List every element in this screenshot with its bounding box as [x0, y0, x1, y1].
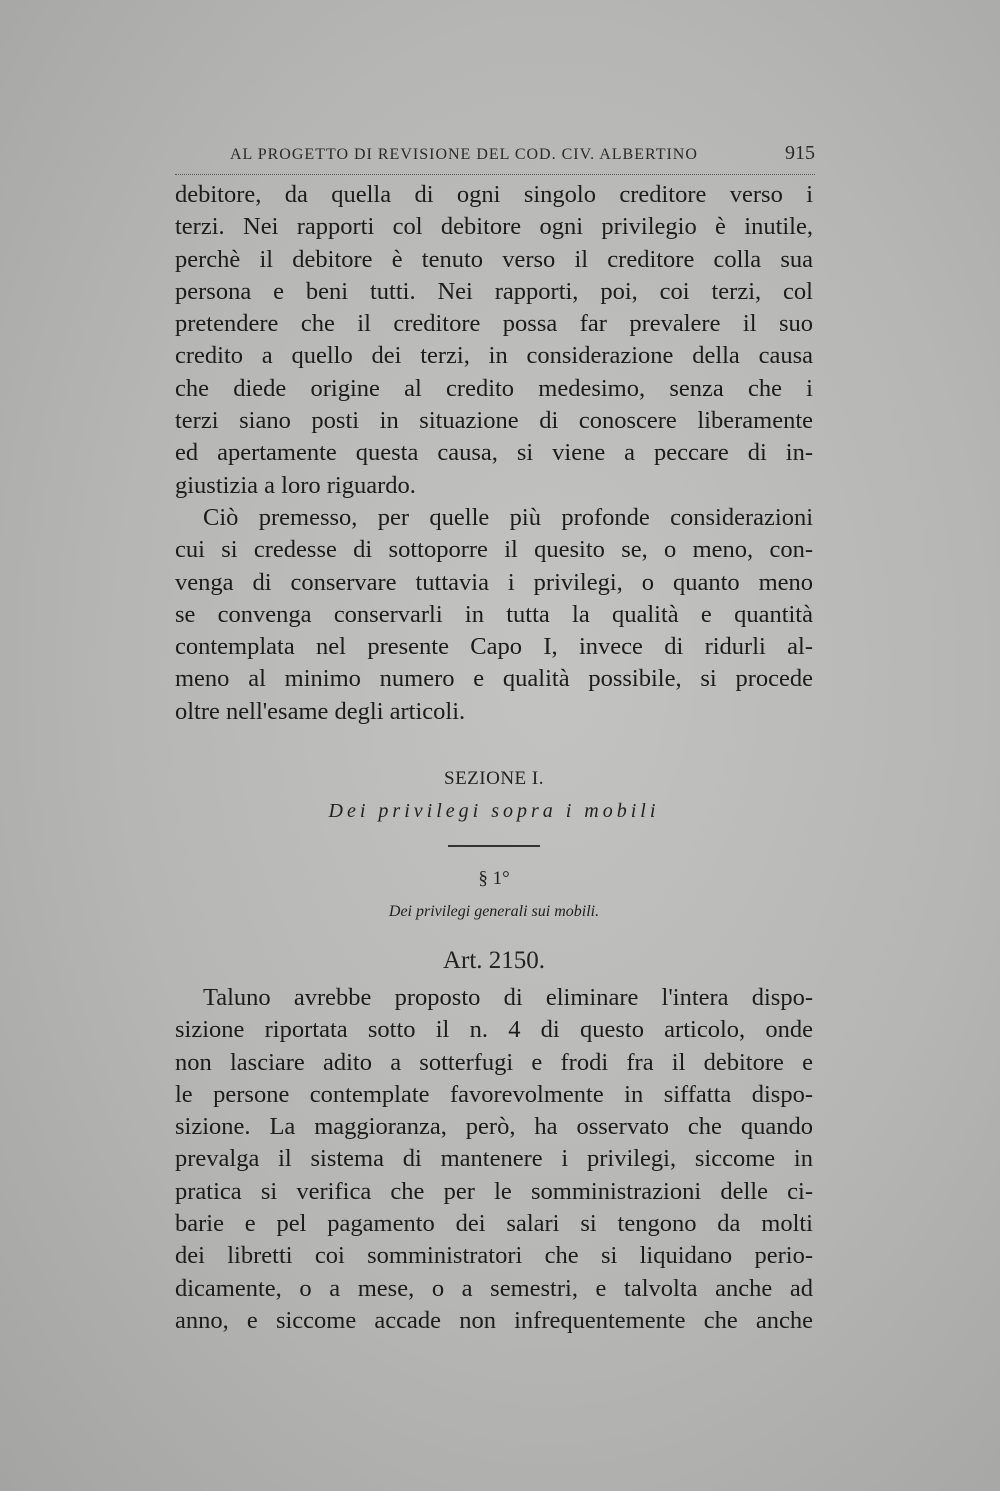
text-line: terzi siano posti in situazione di conoscere liberamente [175, 407, 813, 435]
text-line: oltre nell'esame degli articoli. [175, 697, 466, 725]
text-line: giustizia a loro riguardo. [175, 471, 416, 499]
text-line: sizione riportata sotto il n. 4 di questo articolo, onde [175, 1016, 813, 1044]
paragraph-title: Dei privilegi generali sui mobili. [388, 903, 600, 920]
text-line: ed apertamente questa causa, si viene a peccare di in- [175, 439, 813, 467]
text-line: che diede origine al credito medesimo, senza che i [175, 374, 813, 402]
text-line: debitore, da quella di ogni singolo creditore verso i [175, 181, 813, 208]
text-line: sizione. La maggioranza, però, ha osservato che quando [175, 1113, 813, 1141]
text-line: pratica si verifica che per le somministrazioni delle ci- [175, 1177, 813, 1205]
section-subheading: Dei privilegi sopra i mobili [328, 800, 660, 822]
text-line: credito a quello dei terzi, in considerazione della causa [175, 342, 813, 370]
section-heading: SEZIONE I. [444, 768, 544, 789]
article-heading: Art. 2150. [442, 947, 546, 974]
text-line: meno al minimo numero e qualità possibile, si procede [175, 665, 813, 693]
text-line: Taluno avrebbe proposto di eliminare l'intera dispo- [203, 984, 813, 1011]
section-divider [448, 845, 540, 847]
text-line: venga di conservare tuttavia i privilegi, o quanto meno [175, 568, 813, 596]
text-line: se convenga conservarli in tutta la qualità e quantità [175, 600, 813, 628]
text-line: barie e pel pagamento dei salari si tengono da molti [175, 1210, 813, 1238]
text-line: non lasciare adito a sotterfugi e frodi fra il debitore e [175, 1048, 813, 1076]
running-head [175, 140, 815, 175]
page-number: 915 [785, 142, 815, 164]
text-line: terzi. Nei rapporti col debitore ogni privilegio è inutile, [175, 213, 813, 241]
text-line: perchè il debitore è tenuto verso il creditore colla sua [175, 245, 813, 273]
text-line: persona e beni tutti. Nei rapporti, poi, coi terzi, col [175, 277, 813, 305]
text-line: prevalga il sistema di mantenere i privilegi, siccome in [175, 1145, 813, 1173]
text-line: dei libretti coi somministratori che si liquidano perio- [175, 1242, 813, 1270]
body-text-lower [175, 982, 813, 1337]
running-head-title: AL PROGETTO DI REVISIONE DEL COD. CIV. ALBERTINO [230, 146, 698, 163]
text-line: cui si credesse di sottoporre il quesito se, o meno, con- [175, 536, 813, 564]
text-line: Ciò premesso, per quelle più profonde considerazioni [203, 503, 813, 531]
text-line: pretendere che il creditore possa far prevalere il suo [175, 310, 813, 338]
text-line: dicamente, o a mese, o a semestri, e talvolta anche ad [175, 1274, 813, 1302]
text-line: le persone contemplate favorevolmente in siffatta dispo- [175, 1080, 813, 1108]
body-text-upper [175, 179, 813, 728]
text-line: anno, e siccome accade non infrequentemente che anche [175, 1306, 813, 1334]
text-line: contemplata nel presente Capo I, invece di ridurli al- [175, 633, 813, 661]
paragraph-number: § 1° [478, 868, 510, 889]
